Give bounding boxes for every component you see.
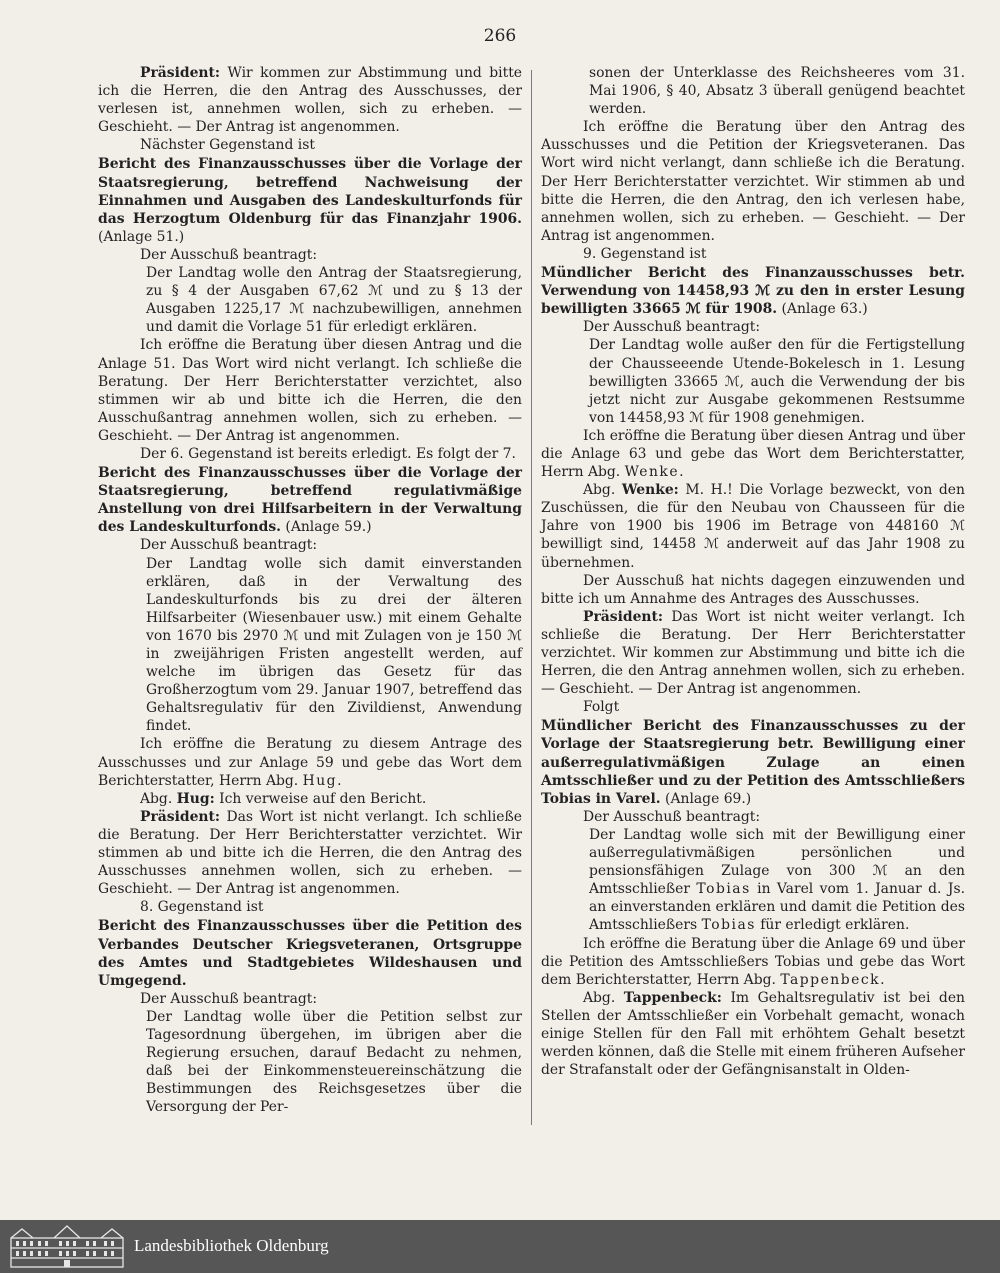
text: Ich eröffne die Beratung über diesen Antrag und über die Anlage 63 und gebe das Wort dem Berichterstatter, Herrn Abg. [541, 427, 965, 481]
paragraph [541, 572, 965, 608]
page-number: 266 [483, 26, 517, 46]
text: 8. Gegenstand ist [140, 899, 264, 916]
paragraph [541, 118, 965, 245]
text: Der Ausschuß beantragt: [140, 537, 318, 554]
motion-text [98, 1008, 522, 1117]
text: Nächster Gegenstand ist [140, 137, 315, 154]
text: . [337, 772, 342, 789]
paragraph [541, 989, 965, 1079]
text: . [880, 971, 885, 988]
text: (Anlage 51.) [98, 228, 185, 245]
text: für erledigt erklären. [755, 917, 910, 934]
bold-text: Bericht des Finanzausschusses über die Vorlage der Staatsregierung, betreffend Nachweisung der Einnahmen und Ausgaben des Landeskulturfonds für das Herzogtum Oldenburg für das Finanzjahr 1906. [98, 156, 522, 227]
paragraph [541, 318, 965, 336]
text: (Anlage 59.) [281, 519, 372, 536]
text: Abg. [583, 989, 624, 1006]
paragraph [541, 698, 965, 716]
text: Ich eröffne die Beratung zu diesem Antrage des Ausschusses und zur Anlage 59 und gebe das Wort dem Berichterstatter, Herrn Abg. [98, 736, 522, 789]
paragraph [98, 536, 522, 554]
text: Der Ausschuß beantragt: [140, 246, 318, 263]
text: (Anlage 69.) [660, 790, 752, 807]
bold-text: Hug: [176, 790, 215, 807]
text: Der Landtag wolle außer den für die Fertigstellung der Chausseeende Utende-Bokelesch in 1. Lesung bewilligten 33665 ℳ, auch die Verwendung der bis jetzt nicht zur Ausgabe gekommenen Restsumme von 14458,93 ℳ für 1908 genehmigen. [589, 337, 965, 426]
right-column [541, 64, 965, 1079]
spaced-name: Wenke [624, 464, 680, 481]
text: Der 6. Gegenstand ist bereits erledigt. Es folgt der 7. [140, 445, 516, 462]
text: Abg. [140, 790, 177, 807]
motion-text [541, 336, 965, 426]
text: Wir kommen zur Abstimmung und bitte ich die Herren, die den Antrag des Ausschusses, der verlesen ist, annehmen wollen, sich zu erheben. — Geschieht. — Der Antrag ist angenommen. [98, 65, 522, 136]
text: Der Ausschuß beantragt: [583, 319, 761, 336]
library-building-logo-icon [8, 1224, 126, 1269]
agenda-item-heading [98, 917, 522, 989]
spaced-name: Tobias [701, 917, 756, 934]
column-divider [531, 70, 532, 1125]
library-name: Landesbibliothek Oldenburg [134, 1236, 329, 1255]
text: Der Ausschuß beantragt: [583, 808, 761, 825]
bold-text: Präsident: [583, 608, 664, 625]
motion-text [98, 264, 522, 336]
text: Der Landtag wolle sich damit einverstanden erklären, daß in der Verwaltung des Landeskulturfonds bis zu drei der älteren Hilfsarbeiter (Wiesenbauer usw.) mit einem Gehalte von 1670 bis 2970 ℳ und mit Zulagen von je 150 ℳ in zweijährigen Fristen angestellt werden, auf welche im übrigen das Gesetz für das Großherzogtum vom 29. Januar 1907, betreffend das Gehaltsregulativ für den Zivildienst, Anwendung findet. [146, 555, 522, 735]
agenda-item-heading [541, 264, 965, 318]
paragraph [541, 935, 965, 989]
text: Ich eröffne die Beratung über die Anlage 69 und über die Petition des Amtsschließers Tobias und gebe das Wort dem Berichterstatter, Herrn Abg. [541, 935, 965, 988]
agenda-item-heading [98, 464, 522, 536]
text: in Varel vom 1. Januar d. Js. an einverstanden erklären und damit die Petition des Amtsschließers [589, 881, 965, 934]
paragraph [98, 336, 522, 445]
paragraph [98, 808, 522, 898]
bold-text: Bericht des Finanzausschusses über die Vorlage der Staatsregierung, betreffend regulativmäßige Anstellung von drei Hilfsarbeitern in der Verwaltung des Landeskulturfonds. [98, 465, 522, 536]
text: Ich eröffne die Beratung über den Antrag des Ausschusses und die Petition der Kriegsveteranen. Das Wort wird nicht verlangt, dann schließe ich die Beratung. Der Herr Berichterstatter verzichtet. Wir stimmen ab und bitte die Herren, die den Antrag, den ich verlesen habe, annehmen wollen, sich zu erheben. — Geschieht. — Der Antrag ist angenommen. [541, 119, 965, 244]
paragraph [98, 136, 522, 154]
bold-text: Mündlicher Bericht des Finanzausschusses zu der Vorlage der Staatsregierung betr. Bewilligung einer außerregulativmäßigen Zulage an einen Amtsschließer und zu der Petition des Amtsschließers Tobias in Varel. [541, 718, 965, 807]
text: Im Gehaltsregulativ ist bei den Stellen der Amtsschließer ein Vorbehalt gemacht, wonach einige Stellen für den Fall mit erhöhtem Gehalt besetzt werden können, daß die Stelle mit einem früheren Aufseher der Strafanstalt oder der Gefängnisanstalt in Olden- [541, 989, 965, 1079]
paragraph [541, 481, 965, 571]
paragraph [541, 608, 965, 698]
spaced-name: Hug [302, 772, 338, 789]
paragraph [541, 808, 965, 826]
motion-text [98, 555, 522, 736]
text: Der Landtag wolle sich mit der Bewilligung einer außerregulativmäßigen persönlichen und pensionsfähigen Zulage von 300 ℳ an den Amtsschließer [589, 826, 965, 898]
paragraph [98, 898, 522, 916]
text: M. H.! Die Vorlage bezweckt, von den Zuschüssen, die für den Neubau von Chausseen für die Jahre von 1900 bis 1906 im Betrage von 448160 ℳ bewilligt sind, 14458 ℳ anderweit auf das Jahr 1908 zu übernehmen. [541, 482, 965, 571]
paragraph [98, 246, 522, 264]
agenda-item-heading [541, 717, 965, 807]
paragraph [98, 445, 522, 463]
paragraph [541, 427, 965, 481]
text: Der Ausschuß hat nichts dagegen einzuwenden und bitte ich um Annahme des Antrages des Ausschusses. [541, 572, 965, 607]
text: sonen der Unterklasse des Reichsheeres vom 31. Mai 1906, § 40, Absatz 3 überall genügend beachtet werden. [589, 65, 965, 118]
text: Der Landtag wolle den Antrag der Staatsregierung, zu § 4 der Ausgaben 67,62 ℳ und zu § 13 der Ausgaben 1225,17 ℳ nachzubewilligen, annehmen und damit die Vorlage 51 für erledigt erklären. [146, 265, 522, 336]
paragraph [98, 790, 522, 808]
agenda-item-heading [98, 155, 522, 245]
text: . [679, 464, 684, 481]
spaced-name: Tappenbeck [780, 971, 881, 988]
motion-text [541, 826, 965, 935]
library-footer [0, 1220, 1000, 1273]
motion-text [541, 64, 965, 118]
paragraph [98, 990, 522, 1008]
text: Der Landtag wolle über die Petition selbst zur Tagesordnung übergehen, im übrigen aber die Regierung ersuchen, darauf Bedacht zu nehmen, daß bei der Einkommensteuereinschätzung die Bestimmungen des Reichsgesetzes über die Versorgung der Per- [146, 1008, 522, 1116]
text: 9. Gegenstand ist [583, 245, 707, 262]
text: Ich verweise auf den Bericht. [214, 790, 427, 807]
text: Das Wort ist nicht verlangt. Ich schließe die Beratung. Der Herr Berichterstatter verzichtet. Wir stimmen ab und bitte ich die Herren, die den Antrag des Ausschusses annehmen wollen, sich zu erheben. — Geschieht. — Der Antrag ist angenommen. [98, 808, 522, 898]
bold-text: Tappenbeck: [623, 989, 722, 1006]
bold-text: Präsident: [140, 65, 221, 81]
paragraph [98, 64, 522, 136]
text: (Anlage 63.) [777, 301, 868, 318]
bold-text: Wenke: [621, 482, 679, 499]
paragraph [98, 735, 522, 789]
text: Folgt [583, 699, 620, 716]
text: Ich eröffne die Beratung über diesen Antrag und die Anlage 51. Das Wort wird nicht verlangt. Ich schließe die Beratung. Der Herr Berichterstatter verzichtet, also stimmen wir ab und bitte ich die Herren, die den Ausschußantrag annehmen wollen, sich zu erheben. — Geschieht. — Der Antrag ist angenommen. [98, 337, 522, 444]
text: Das Wort ist nicht weiter verlangt. Ich schließe die Beratung. Der Herr Berichterstatter verzichtet. Wir kommen zur Abstimmung und bitte ich die Herren, die den Antrag annehmen wollen, sich zu erheben. — Geschieht. — Der Antrag ist angenommen. [541, 608, 965, 698]
text: Der Ausschuß beantragt: [140, 990, 318, 1007]
spaced-name: Tobias [696, 881, 751, 898]
left-column [98, 64, 522, 1116]
bold-text: Mündlicher Bericht des Finanzausschusses betr. Verwendung von 14458,93 ℳ zu den in erster Lesung bewilligten 33665 ℳ für 1908. [541, 265, 965, 318]
paragraph [541, 245, 965, 263]
text: Abg. [583, 482, 622, 499]
bold-text: Bericht des Finanzausschusses über die Petition des Verbandes Deutscher Kriegsveteranen, Ortsgruppe des Amtes und Stadtgebietes Wildeshausen und Umgegend. [98, 918, 522, 989]
bold-text: Präsident: [140, 808, 221, 825]
